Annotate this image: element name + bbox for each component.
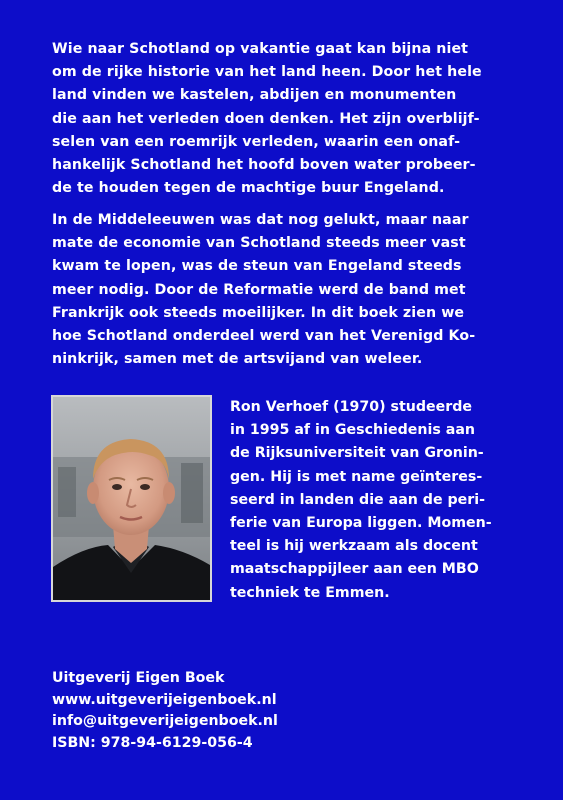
intro-line: die aan het verleden doen denken. Het zijn overblijf- <box>52 110 480 127</box>
author-bio <box>230 396 520 605</box>
history-line: ninkrijk, samen met de artsvijand van weleer. <box>52 351 423 368</box>
publisher-name: Uitgeverij Eigen Boek <box>52 670 225 686</box>
bio-line: seerd in landen die aan de peri- <box>230 491 486 508</box>
bio-line: techniek te Emmen. <box>230 584 390 601</box>
bio-line: gen. Hij is met name geïnteres- <box>230 468 483 485</box>
history-line: Frankrijk ook steeds moeilijker. In dit boek zien we <box>52 304 465 321</box>
bio-line: ferie van Europa liggen. Momen- <box>230 515 492 532</box>
intro-line: Wie naar Schotland op vakantie gaat kan bijna niet <box>52 41 469 57</box>
intro-line: om de rijke historie van het land heen. Door het hele <box>52 64 482 81</box>
intro-line: hankelijk Schotland het hoofd boven water probeer- <box>52 157 476 174</box>
history-line: In de Middeleeuwen was dat nog gelukt, maar naar <box>52 212 469 228</box>
bio-line: in 1995 af in Geschiedenis aan <box>230 422 475 439</box>
intro-paragraph <box>52 38 514 200</box>
bio-line: Ron Verhoef (1970) studeerde <box>230 399 473 415</box>
publisher-email[interactable]: info@uitgeverijeigenboek.nl <box>52 713 278 730</box>
publisher-website[interactable]: www.uitgeverijeigenboek.nl <box>52 691 277 708</box>
history-line: meer nodig. Door de Reformatie werd de band met <box>52 281 466 298</box>
history-paragraph <box>52 209 514 371</box>
history-line: hoe Schotland onderdeel werd van het Verenigd Ko- <box>52 328 476 345</box>
publisher-info <box>52 668 278 754</box>
intro-line: land vinden we kastelen, abdijen en monumenten <box>52 87 457 104</box>
isbn: ISBN: 978-94-6129-056-4 <box>52 734 253 751</box>
intro-line: selen van een roemrijk verleden, waarin een onaf- <box>52 133 461 150</box>
bio-line: de Rijksuniversiteit van Gronin- <box>230 445 484 462</box>
author-photo <box>53 397 210 600</box>
bio-line: teel is hij werkzaam als docent <box>230 538 478 555</box>
history-line: mate de economie van Schotland steeds meer vast <box>52 235 466 252</box>
bio-line: maatschappijleer aan een MBO <box>230 561 479 578</box>
history-line: kwam te lopen, was de steun van Engeland steeds <box>52 258 462 275</box>
intro-line: de te houden tegen de machtige buur Engeland. <box>52 180 445 197</box>
